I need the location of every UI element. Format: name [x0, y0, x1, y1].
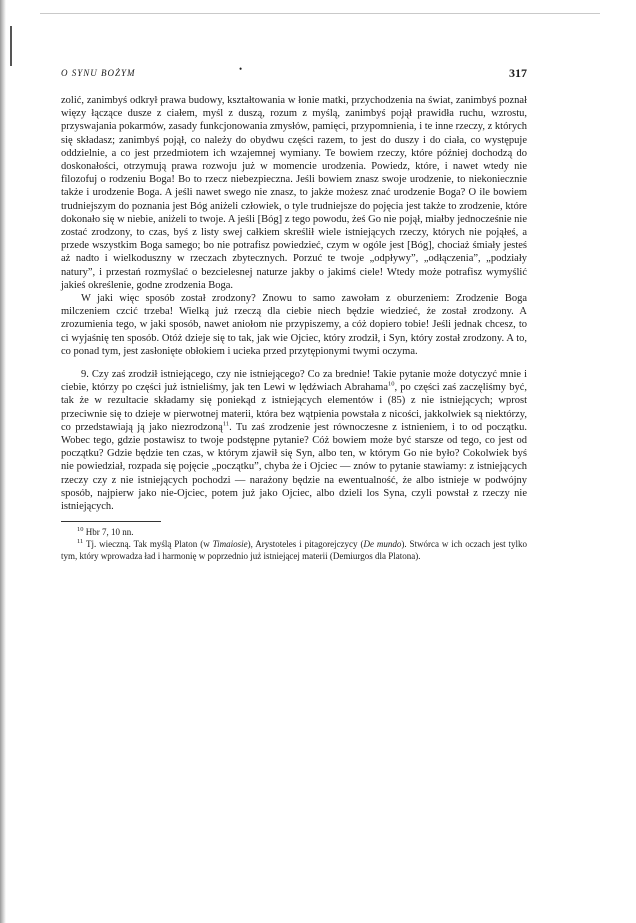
footnote-11: [61, 538, 527, 562]
paragraph-3-mid: , po części zaś zaczęliśmy być, tak że w rezultacie składamy się poniekąd z istniejących elementów i (85) z nie istniejących; wprost przeciwnie się to dzieje w pierwotnej materii, która bez wątpienia powstała z nicości, jakkolwiek są niektórzy, co przedstawiają ją jako niezrodzoną: [61, 382, 527, 433]
footnote-10-text: Hbr 7, 10 nn.: [83, 527, 134, 538]
page-number: 317: [509, 66, 527, 80]
footnote-10: [61, 526, 527, 538]
footnote-11-title-de-mundo: De mundo: [363, 539, 402, 550]
footnote-11-text-a: Tj. wieczną. Tak myślą Platon (w: [83, 539, 213, 550]
paragraph-3-end: . Tu zaś zrodzenie jest równoczesne z istnieniem, i to od początku. Wobec tego, gdzie postawisz to twoje podstępne pytanie? Cóż bowiem może być starsze od tego, co jest od początku? Gdzie będzie ten czas, w którym zjawił się Syn, albo ten, w którym Go nie było? Cokolwiek byś nie powiedział, rozpada się pojęcie „początku”, chyba że i Ojciec — znów to pytanie stawiamy: z istniejących rzeczy czy z nie istniejących pochodzi — narażony będzie na ewentualność, że albo istnieje w podwójny sposób, najpierw jako nie-Ojciec, potem już jako Ojciec, albo dzieli los Syna, czyli powstał z rzeczy nie istniejących.: [61, 421, 528, 513]
running-head-mark: •: [239, 64, 244, 74]
footnotes: [61, 526, 527, 562]
paragraph-section-9: [61, 368, 527, 513]
footnote-ref-10[interactable]: 10: [388, 380, 395, 388]
footnote-11-text-b: ), Arystoteles i pitagorejczycy (: [247, 539, 364, 550]
running-title: O SYNU BOŻYM: [61, 68, 136, 78]
footnote-11-title-timaios: Timaiosie: [212, 539, 248, 550]
running-head: [61, 64, 527, 82]
footnote-divider: [61, 521, 161, 522]
body-text: [61, 94, 527, 513]
scan-binding-edge: [0, 0, 6, 923]
paragraph-2: W jaki więc sposób został zrodzony? Znowu to samo zawołam z oburzeniem: Zrodzenie Boga milczeniem czcić trzeba! Wielką już rzeczą dla ciebie niech będzie wiedzieć, że został zrodzony. A zrozumienia tego, w jaki sposób, nawet aniołom nie przypiszemy, a cóż dopiero tobie! Jeśli jednak chcesz, to ci wyjaśnię ten sposób. Otóż dzieje się to tak, jak wie Ojciec, który zrodził, i Syn, który został zrodzony. A to, co ponad tym, jest zasłonięte obłokiem i ucieka przed przytępionymi twymi oczyma.: [61, 293, 527, 357]
footnote-ref-11[interactable]: 11: [222, 420, 230, 428]
footnote-number-10: 10: [77, 526, 84, 534]
footnote-11-text-c: ). Stwórca w ich oczach jest tylko tym, który wprowadza ład i harmonię w poprzednio już istniejącej materii (Demiurgos dla Platona).: [61, 539, 527, 562]
scan-top-line: [40, 13, 600, 14]
paragraph-1: zolić, zanimbyś odkrył prawa budowy, kształtowania w łonie matki, przychodzenia na świat, zanimbyś poznał więzy łączące dusze z ciałem, myśl z duszą, rozum z myślą, zanimbyś pojął prawidła ruchu, wzrostu, przyswajania pokarmów, zasady funkcjonowania zmysłów, pamięci, przypomnienia, i te inne rzeczy, z których się składasz; zanimbyś pojął, co należy do obydwu części razem, to jest do duszy i do ciała, co występuje oddzielnie, a co jest przedmiotem ich wzajemnej wymiany. Te bowiem rzeczy, które później dochodzą do doskonałości, otrzymują prawa rozwoju już w momencie urodzenia. Powiedz, które, i nawet wtedy nie filozofuj o rodzeniu Boga! Bo to rzecz niebezpieczna. Jeśli bowiem znasz swoje urodzenie, to niekoniecznie także i urodzenie Boga. A jeśli nawet swego nie znasz, to jakże możesz znać urodzenie Boga? O ile bowiem trudniejszym do poznania jest Bóg aniżeli człowiek, o tyle trudniejsze do pojęcia jest także to zrodzenie, które dokonało się w niebie, aniżeli to twoje. A jeśli [Bóg] z tego powodu, żeś Go nie pojął, miałby jednocześnie nie zostać zrodzony, to czas, byś z listy swej całkiem skreślił wiele istniejących rzeczy, których nie pojąłeś, a przede wszystkim Boga samego; bo nie potrafisz powiedzieć, czym w ogóle jest [Bóg], chociaż śmiały jesteś aż nadto i wielkoduszny w rzeczach zbytecznych. Porzuć te twoje „odpływy”, „odłączenia”, „podziały natury”, i przestań rozmyślać o bezcielesnej naturze jakby o jakimś ciele! Wtedy może potrafisz wymyślić jakieś określenie, godne zrodzenia Boga.: [61, 95, 527, 291]
paragraph-3-start: 9. Czy zaś zrodził istniejącego, czy nie istniejącego? Co za brednie! Takie pytanie może dotyczyć mnie i ciebie, którzy po części już istnieliśmy, jak ten Lewi w lędźwiach Abrahama: [61, 369, 527, 394]
scan-mark: [10, 26, 12, 66]
footnote-number-11: 11: [77, 538, 84, 546]
book-page: [61, 64, 527, 562]
